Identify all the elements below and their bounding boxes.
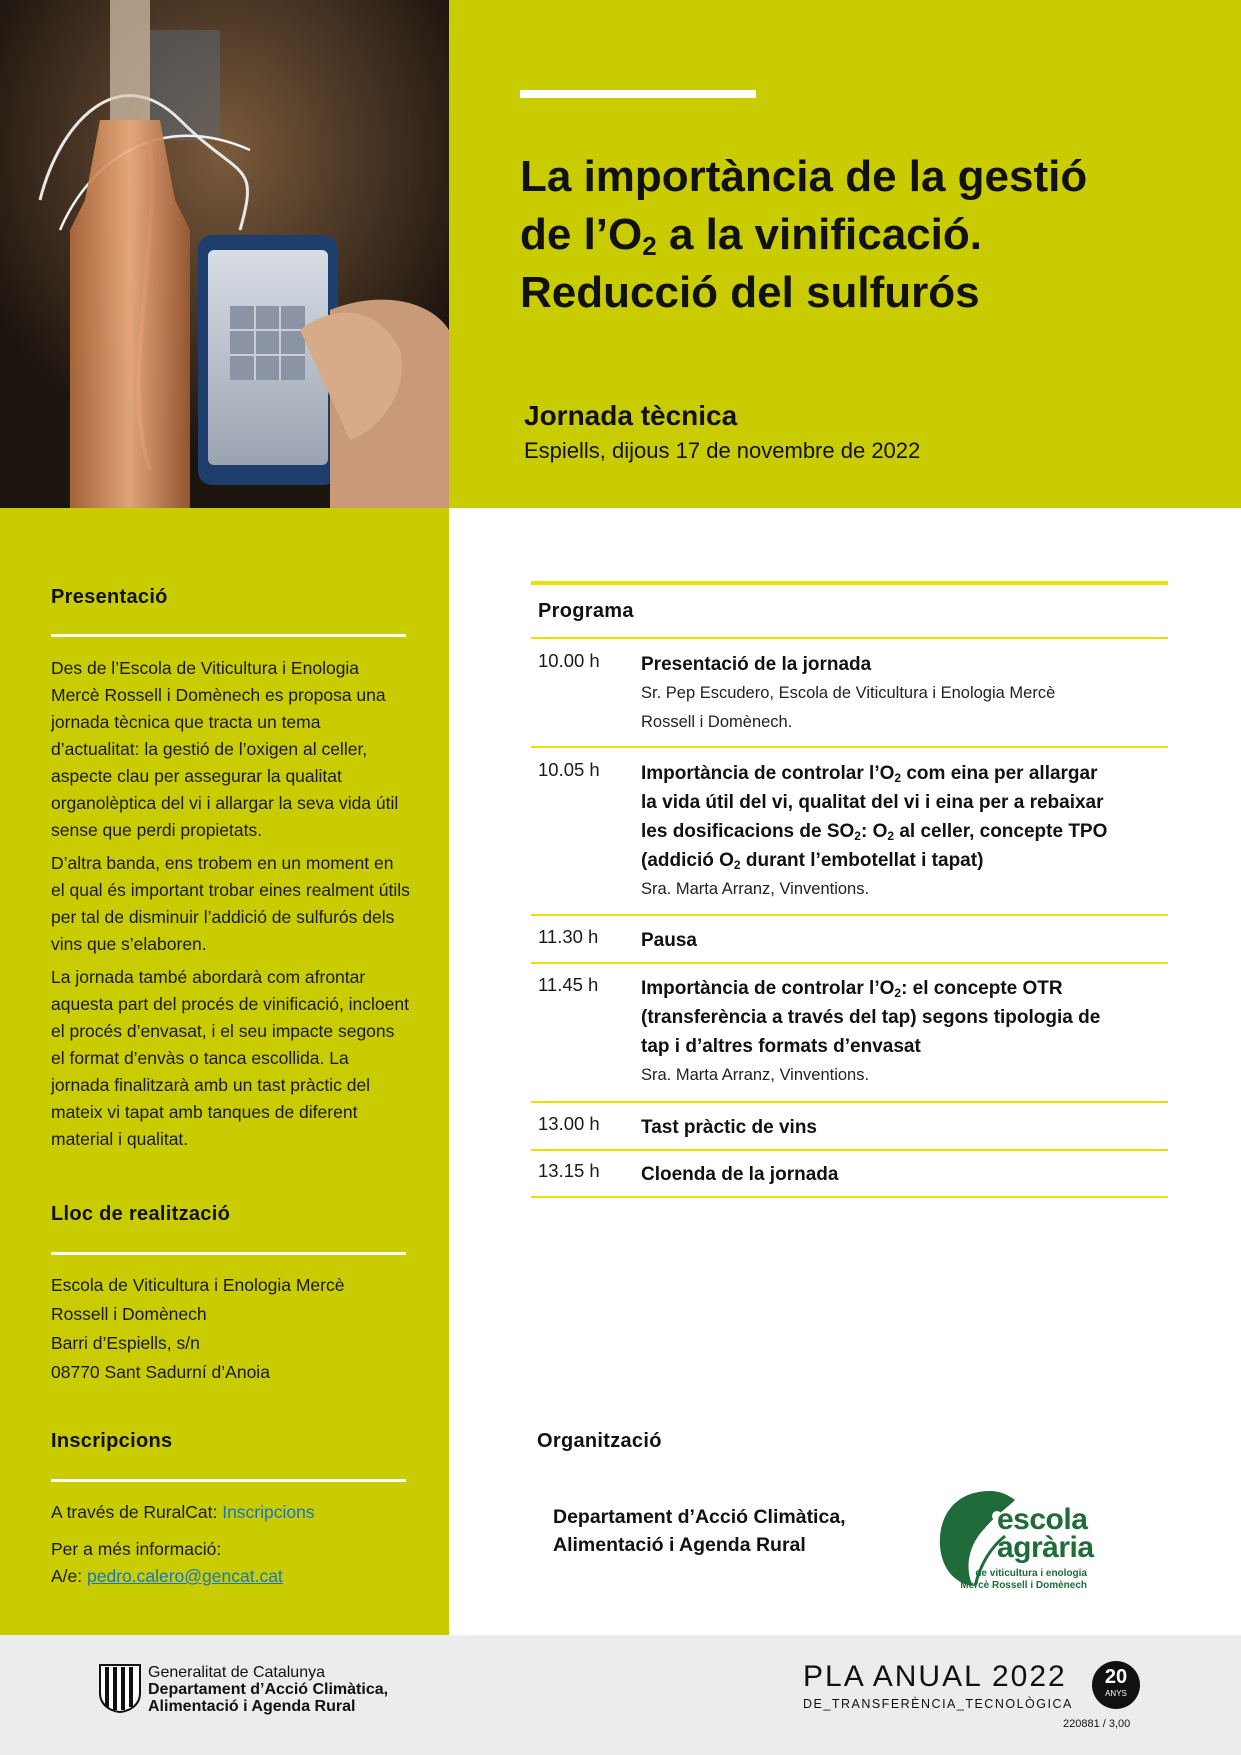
- programa-top-rule: [531, 581, 1168, 585]
- program-time: 13.00 h: [538, 1113, 600, 1134]
- header-rule: [520, 90, 756, 98]
- logo-caption: de viticultura i enologia Mercè Rossell i Domènech: [960, 1568, 1087, 1591]
- program-divider: [531, 1101, 1168, 1103]
- program-time: 10.05 h: [538, 759, 600, 780]
- program-divider: [531, 746, 1168, 748]
- email-link[interactable]: pedro.calero@gencat.cat: [87, 1566, 283, 1586]
- program-speaker: Sr. Pep Escudero, Escola de Viticultura i Enologia Mercè: [641, 684, 1056, 702]
- generalitat-shield-icon: [98, 1663, 142, 1713]
- presentacio-paragraph: Des de l’Escola de Viticultura i Enologia Mercè Rossell i Domènech es proposa una jornada tècnica que tracta un tema d’actualitat: la gestió de l’oxigen al celler, aspecte clau per assegurar la qualitat organolèptica del vi i allargar la seva vida útil sense que perdi propietats.: [51, 658, 399, 840]
- program-speaker: Sra. Marta Arranz, Vinventions.: [641, 880, 870, 898]
- title-line-3: Reducció del sulfurós: [520, 268, 980, 317]
- program-time: 11.30 h: [538, 926, 599, 947]
- event-type: Jornada tècnica: [524, 400, 738, 431]
- lloc-address: [51, 1271, 411, 1387]
- ruralcat-label: A través de RuralCat:: [51, 1502, 223, 1522]
- address-line: Barri d’Espiells, s/n: [51, 1333, 200, 1353]
- anniversary-badge: 20 ANYS: [1092, 1661, 1140, 1709]
- title-line-2: de $l’O_2$ a la vinificació.: [520, 210, 982, 261]
- program-divider: [531, 962, 1168, 964]
- logo-wordmark: escola agrària: [997, 1503, 1094, 1564]
- wine-bottle-and-oxygen-meter-illustration: [0, 0, 449, 508]
- programa-rule: [531, 637, 1168, 639]
- program-title: Tast pràctic de vins: [641, 1117, 817, 1138]
- address-line: Escola de Viticultura i Enologia Mercè: [51, 1275, 345, 1295]
- presentacio-rule: [51, 634, 406, 637]
- program-divider: [531, 914, 1168, 916]
- program-title: Importància de controlar $l’O_2$: el concepte OTR (transferència a través del tap) segons tipologia de tap i d’altres formats d’envasat Sra. Marta Arranz, Vinventions.: [641, 974, 1161, 1090]
- inscripcions-text: [51, 1499, 431, 1590]
- page-title: [520, 148, 1220, 322]
- email-prefix: A/e:: [51, 1566, 87, 1586]
- inscripcions-rule: [51, 1479, 406, 1482]
- inscripcions-link[interactable]: Inscripcions: [222, 1502, 315, 1522]
- organitzacio-department: Departament d’Acció Climàtica, Alimentació i Agenda Rural: [553, 1506, 846, 1556]
- program-title: Importància de controlar $l’O_2$ com eina per allargar la vida útil del vi, qualitat del vi i eina per a rebaixar les dosificacions de $SO_2$: $O_2$ al celler, concepte TPO (addició $O_2$ durant l’embotellat i tapat) Sra. Marta Arranz, Vinventions.: [641, 759, 1161, 904]
- programa-heading: Programa: [538, 600, 634, 622]
- program-time: 10.00 h: [538, 650, 600, 671]
- program-time: 11.45 h: [538, 974, 599, 995]
- address-line: Rossell i Domènech: [51, 1304, 207, 1324]
- document-code: 220881 / 3,00: [1063, 1718, 1131, 1730]
- presentacio-paragraph: D’altra banda, ens trobem en un moment en el qual és important trobar eines realment útils per tal de disminuir l’addició de sulfurós dels vins que s’elaboren.: [51, 853, 410, 954]
- title-line-1: La importància de la gestió: [520, 152, 1088, 201]
- event-date: Espiells, dijous 17 de novembre de 2022: [524, 438, 921, 463]
- pla-anual-title: PLA ANUAL 2022: [803, 1660, 1067, 1693]
- program-speaker: Rossell i Domènech.: [641, 713, 793, 731]
- program-title: Pausa: [641, 930, 697, 951]
- program-title: Cloenda de la jornada: [641, 1164, 839, 1185]
- generalitat-wordmark: Generalitat de Catalunya Departament d’Acció Climàtica, Alimentació i Agenda Rural: [148, 1664, 389, 1715]
- program-divider: [531, 1196, 1168, 1198]
- hero-photo: [0, 0, 449, 508]
- inscripcions-heading: Inscripcions: [51, 1430, 173, 1452]
- program-title: Presentació de la jornada Sr. Pep Escudero, Escola de Viticultura i Enologia Mercè Rossell i Domènech.: [641, 650, 1161, 737]
- presentacio-paragraph: La jornada també abordarà com afrontar aquesta part del procés de vinificació, incloent el procés d’envasat, i el seu impacte segons el format d’envàs o tanca escollida. La jornada finalitzarà amb un tast pràctic del mateix vi tapat amb tanques de diferent material i qualitat.: [51, 967, 409, 1149]
- lloc-heading: Lloc de realització: [51, 1203, 231, 1225]
- program-speaker: Sra. Marta Arranz, Vinventions.: [641, 1066, 870, 1084]
- lloc-rule: [51, 1252, 406, 1255]
- organitzacio-heading: Organització: [537, 1430, 662, 1452]
- pla-anual-subtitle: DE_TRANSFERÈNCIA_TECNOLÒGICA: [803, 1697, 1073, 1711]
- program-time: 13.15 h: [538, 1160, 600, 1181]
- info-label: Per a més informació:: [51, 1539, 222, 1559]
- presentacio-text: [51, 655, 411, 1159]
- program-divider: [531, 1149, 1168, 1151]
- presentacio-heading: Presentació: [51, 586, 168, 608]
- address-line: 08770 Sant Sadurní d’Anoia: [51, 1362, 270, 1382]
- escola-agraria-logo: [935, 1486, 1094, 1601]
